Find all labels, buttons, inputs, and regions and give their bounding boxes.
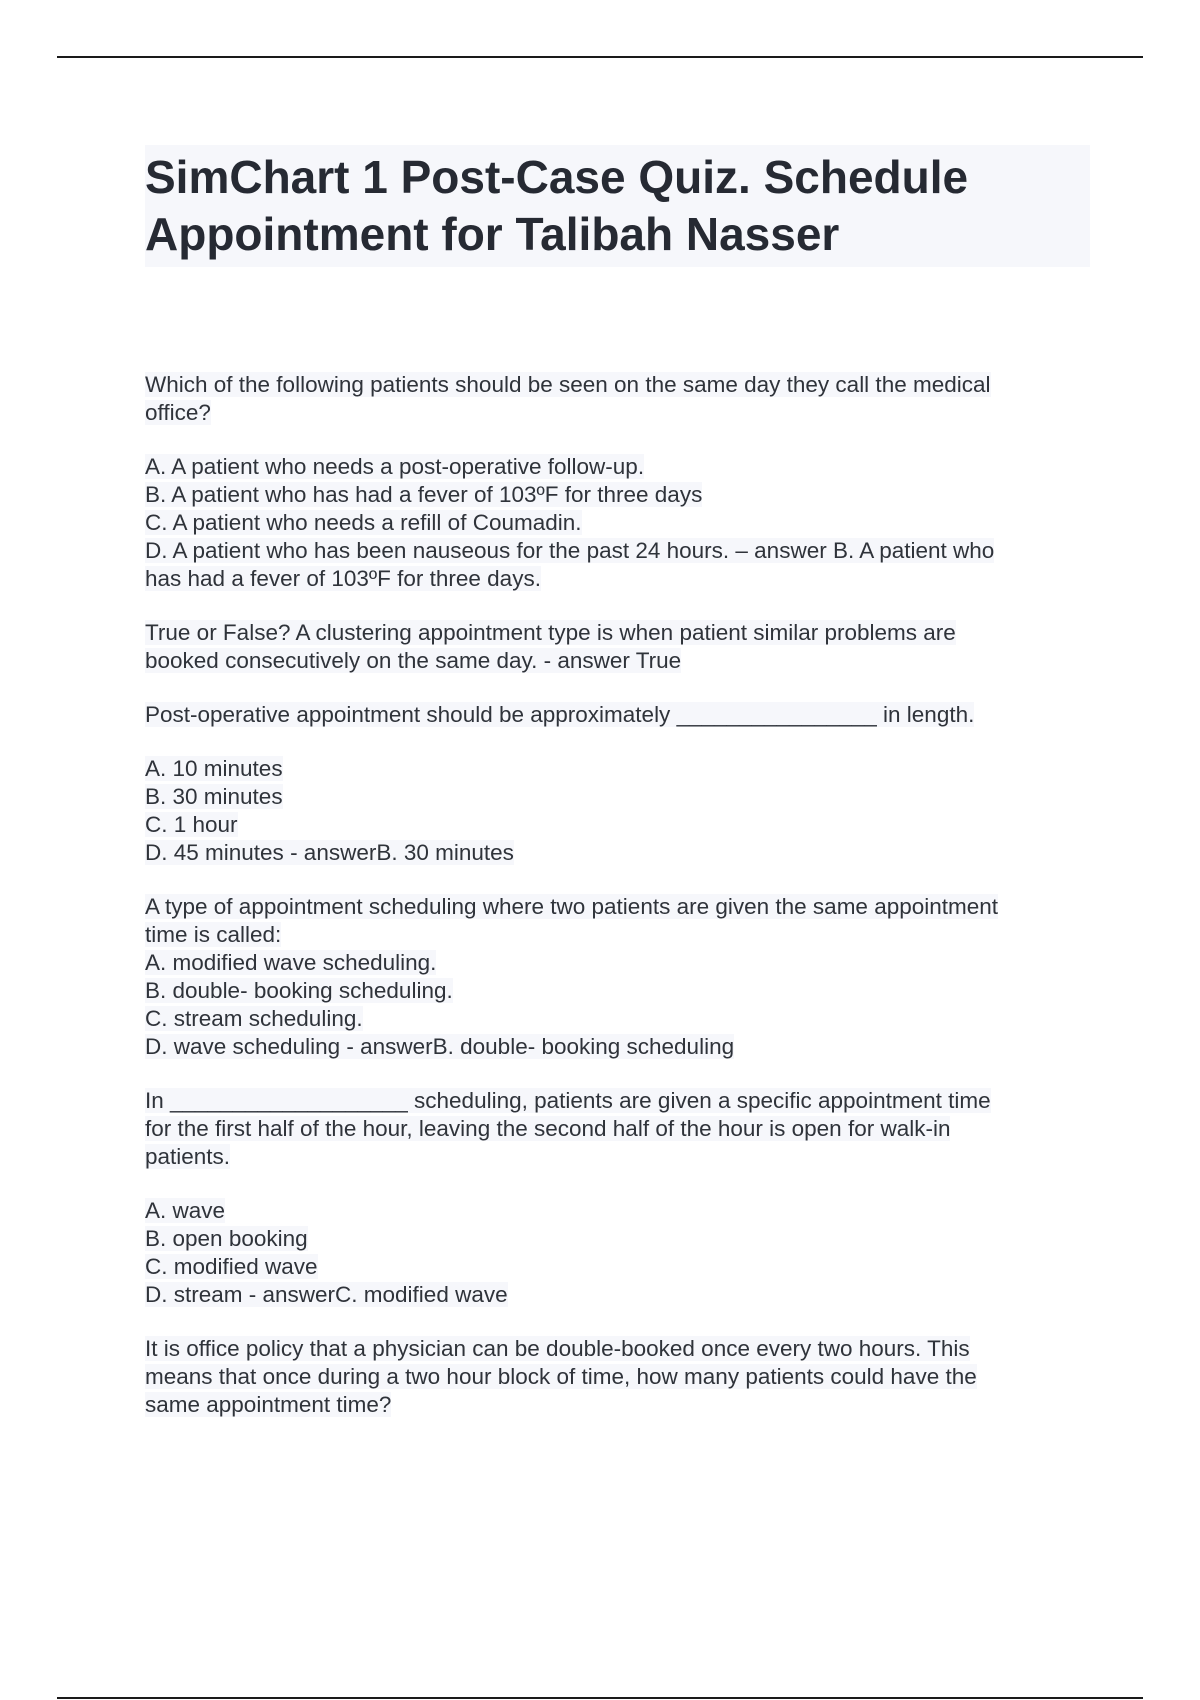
- title-line: Appointment for Talibah Nasser: [145, 208, 840, 260]
- document-title: [145, 149, 1090, 263]
- answer-line: has had a fever of 103ºF for three days.: [145, 566, 541, 591]
- option-line: C. 1 hour: [145, 812, 238, 837]
- title-line: SimChart 1 Post-Case Quiz. Schedule: [145, 151, 969, 203]
- text-line: booked consecutively on the same day. - answer True: [145, 648, 682, 673]
- text-line: time is called:: [145, 922, 282, 947]
- text-line: Which of the following patients should be seen on the same day they call the medical: [145, 372, 991, 397]
- option-line: C. stream scheduling.: [145, 1006, 363, 1031]
- option-line: B. double- booking scheduling.: [145, 978, 453, 1003]
- question-post-operative: [145, 701, 1090, 729]
- option-line: C. modified wave: [145, 1254, 318, 1279]
- option-line: D. stream - answerC. modified wave: [145, 1282, 508, 1307]
- options-same-day: [145, 453, 1090, 593]
- text-line: Post-operative appointment should be approximately ________________ in length.: [145, 702, 975, 727]
- option-line: A. wave: [145, 1198, 226, 1223]
- option-line: B. A patient who has had a fever of 103ºF for three days: [145, 482, 703, 507]
- option-line: A. modified wave scheduling.: [145, 950, 437, 975]
- option-line: A. A patient who needs a post-operative follow-up.: [145, 454, 645, 479]
- question-modified-wave: [145, 1087, 1090, 1171]
- option-line: B. open booking: [145, 1226, 308, 1251]
- options-post-operative: [145, 755, 1090, 867]
- option-line: D. A patient who has been nauseous for the past 24 hours. – answer B. A patient who: [145, 538, 995, 563]
- question-same-day: [145, 371, 1090, 427]
- question-office-policy: [145, 1335, 1090, 1419]
- document-body: [145, 145, 1090, 1445]
- text-line: office?: [145, 400, 211, 425]
- question-clustering: [145, 619, 1090, 675]
- options-modified-wave: [145, 1197, 1090, 1309]
- top-divider: [57, 56, 1143, 58]
- option-line: C. A patient who needs a refill of Coumadin.: [145, 510, 582, 535]
- text-line: In ___________________ scheduling, patients are given a specific appointment time: [145, 1088, 991, 1113]
- option-line: D. 45 minutes - answerB. 30 minutes: [145, 840, 514, 865]
- option-line: B. 30 minutes: [145, 784, 283, 809]
- text-line: patients.: [145, 1144, 231, 1169]
- text-line: It is office policy that a physician can be double-booked once every two hours. This: [145, 1336, 970, 1361]
- question-double-booking: [145, 893, 1090, 1061]
- text-line: True or False? A clustering appointment type is when patient similar problems are: [145, 620, 956, 645]
- text-line: for the first half of the hour, leaving the second half of the hour is open for walk-in: [145, 1116, 951, 1141]
- text-line: same appointment time?: [145, 1392, 392, 1417]
- text-line: means that once during a two hour block of time, how many patients could have the: [145, 1364, 977, 1389]
- option-line: A. 10 minutes: [145, 756, 283, 781]
- bottom-divider: [57, 1697, 1143, 1699]
- title-box: [145, 145, 1090, 267]
- option-line: D. wave scheduling - answerB. double- booking scheduling: [145, 1034, 735, 1059]
- text-line: A type of appointment scheduling where two patients are given the same appointment: [145, 894, 999, 919]
